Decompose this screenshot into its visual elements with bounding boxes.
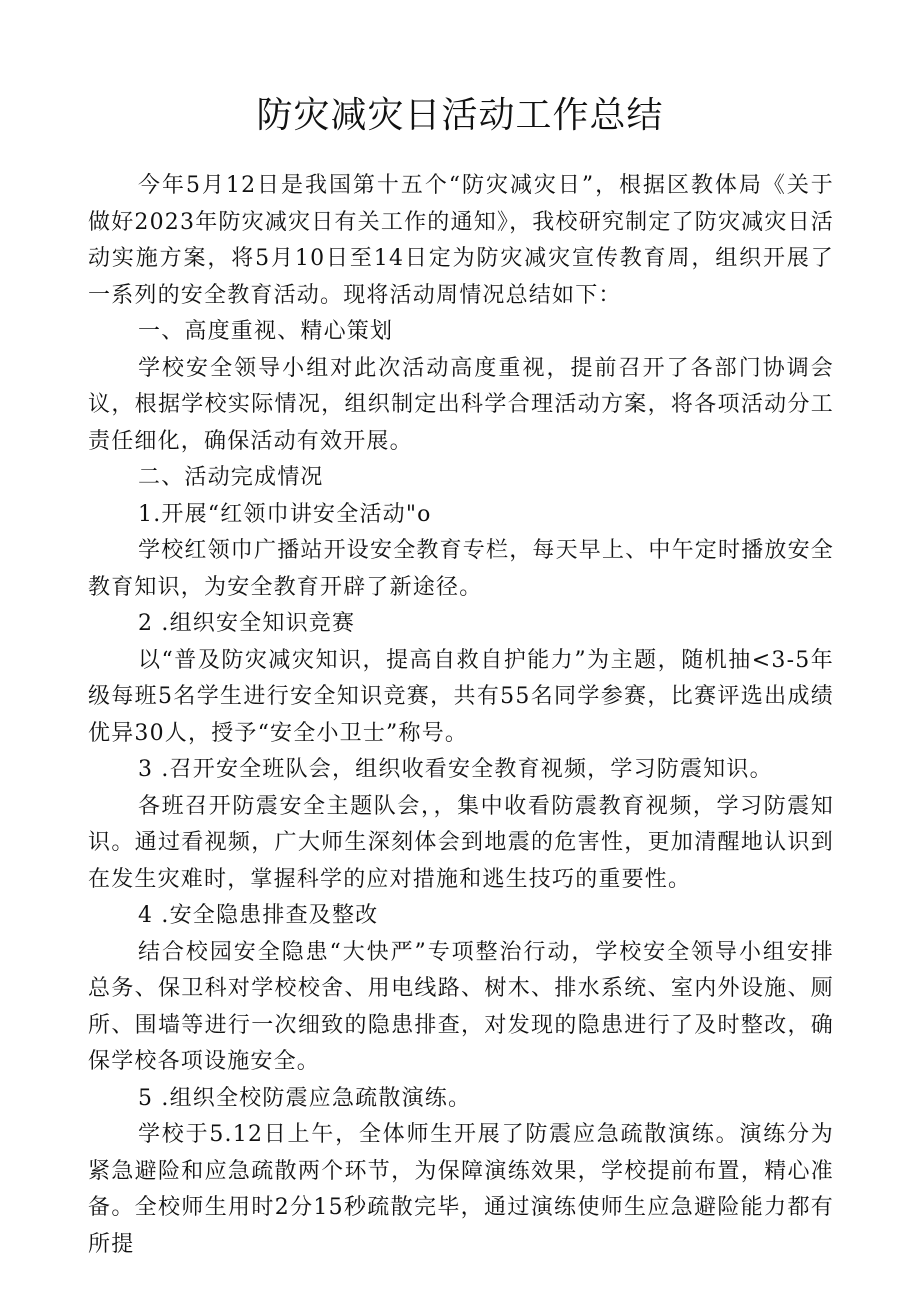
item-heading-3: 3 .召开安全班队会，组织收看安全教育视频，学习防震知识。 bbox=[138, 757, 773, 782]
item-2-paragraph: 以“普及防灾减灾知识，提高自救自护能力”为主题，随机抽<3-5年级每班5名学生进行安全知识竞赛，共有55名同学参赛，比赛评选出成绩优异30人，授予“安全小卫士”称号。 bbox=[88, 647, 834, 746]
item-4-paragraph: 结合校园安全隐患“大快严”专项整治行动，学校安全领导小组安排总务、保卫科对学校校舍、用电线路、树木、排水系统、室内外设施、厕所、围墙等进行一次细致的隐患排查，对发现的隐患进行了及时整改，确保学校各项设施安全。 bbox=[88, 939, 834, 1074]
intro-paragraph: 今年5月12日是我国第十五个“防灾减灾日”，根据区教体局《关于做好2023年防灾减灾日有关工作的通知》，我校研究制定了防灾减灾日活动实施方案，将5月10日至14日定为防灾减灾宣传教育周，组织开展了一系列的安全教育活动。现将活动周情况总结如下： bbox=[88, 173, 834, 308]
item-heading-4: 4 .安全隐患排查及整改 bbox=[138, 903, 379, 928]
item-heading-1: 1.开展“红领巾讲安全活动"o bbox=[138, 501, 432, 527]
section-heading-2: 二、活动完成情况 bbox=[138, 465, 324, 490]
item-heading-5: 5 .组织全校防震应急疏散演练。 bbox=[138, 1085, 472, 1111]
item-1-paragraph: 学校红领巾广播站开设安全教育专栏，每天早上、中午定时播放安全教育知识，为安全教育开辟了新途径。 bbox=[88, 538, 835, 600]
item-heading-2: 2 .组织安全知识竞赛 bbox=[138, 611, 356, 636]
section-heading-1: 一、高度重视、精心策划 bbox=[138, 319, 394, 344]
document-body bbox=[88, 168, 834, 1263]
document-title: 防灾减灾日活动工作总结 bbox=[256, 95, 664, 136]
item-3-paragraph: 各班召开防震安全主题队会，，集中收看防震教育视频，学习防震知识。通过看视频，广大师生深刻体会到地震的危害性，更加清醒地认识到在发生灾难时，掌握科学的应对措施和逃生技巧的重要性。 bbox=[88, 793, 834, 892]
item-5-paragraph: 学校于5.12日上午，全体师生开展了防震应急疏散演练。演练分为紧急避险和应急疏散两个环节，为保障演练效果，学校提前布置，精心准备。全校师生用时2分15秒疏散完毕，通过演练使师生应急避险能力都有所提 bbox=[88, 1122, 834, 1257]
section-1-paragraph: 学校安全领导小组对此次活动高度重视，提前召开了各部门协调会议，根据学校实际情况，组织制定出科学合理活动方案，将各项活动分工责任细化，确保活动有效开展。 bbox=[88, 355, 834, 454]
